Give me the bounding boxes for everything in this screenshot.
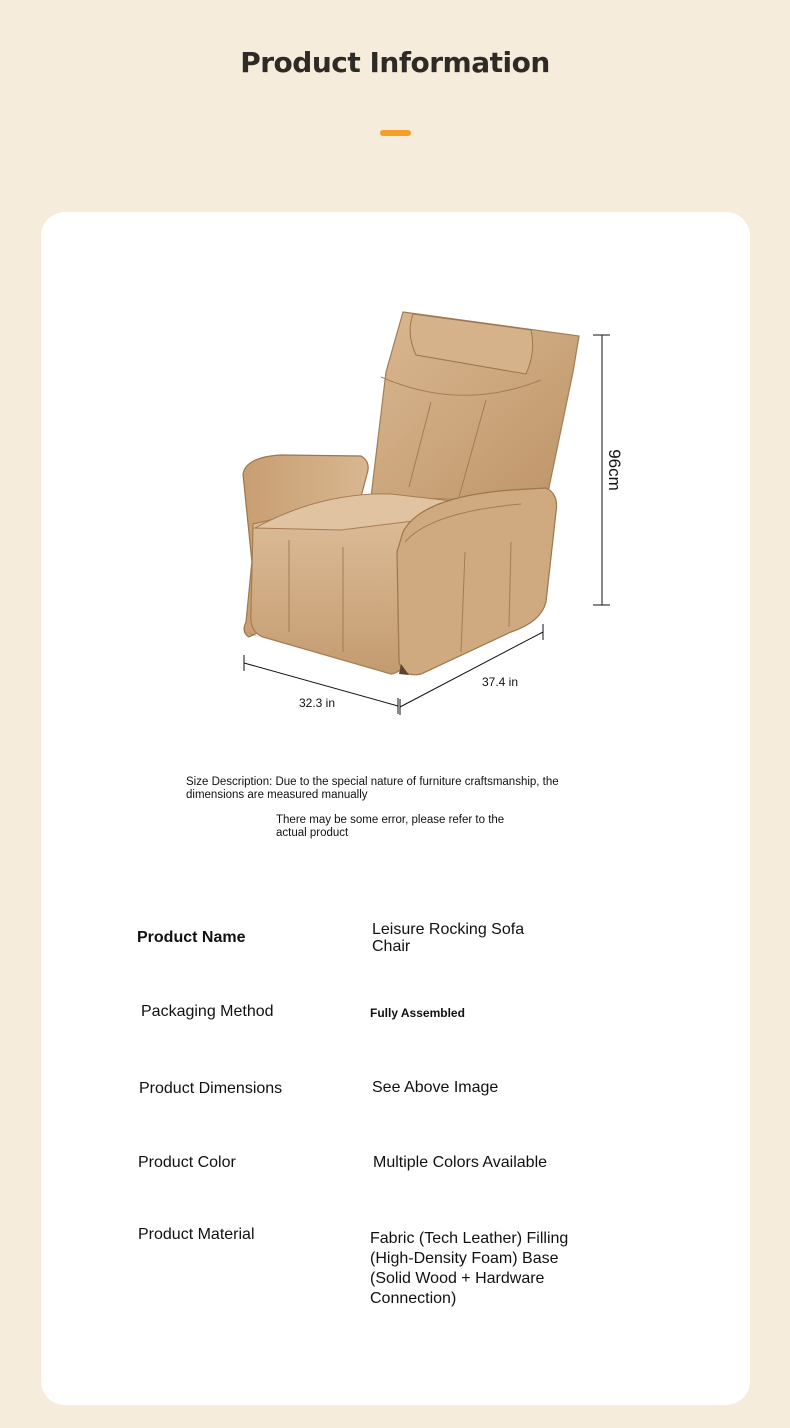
product-dimensions-label: Product Dimensions — [139, 1080, 283, 1097]
page-title: Product Information — [240, 46, 550, 79]
product-color-label: Product Color — [138, 1154, 236, 1171]
product-color-value: Multiple Colors Available — [373, 1154, 548, 1171]
product-material-label: Product Material — [138, 1226, 255, 1243]
product-dimensions-value: See Above Image — [372, 1079, 499, 1096]
size-description-note: Size Description: Due to the special nature of furniture craftsmanship, the dimensions are measured manually — [186, 776, 559, 801]
height-label: 96cm — [605, 449, 624, 491]
product-name-label: Product Name — [137, 929, 246, 946]
packaging-method-value: Fully Assembled — [370, 1006, 465, 1020]
recliner-chair-image — [243, 312, 579, 675]
depth-label: 37.4 in — [481, 675, 519, 689]
packaging-method-label: Packaging Method — [141, 1003, 274, 1020]
product-dimension-figure — [41, 212, 750, 732]
product-material-value: Fabric (Tech Leather) Filling (High-Density Foam) Base (Solid Wood + Hardware Connection) — [370, 1230, 569, 1307]
product-name-value: Leisure Rocking Sofa Chair — [372, 921, 525, 955]
title-accent-bar — [380, 130, 411, 136]
content-card — [41, 212, 750, 1405]
width-label: 32.3 in — [298, 696, 336, 710]
error-note: There may be some error, please refer to the actual product — [276, 814, 505, 839]
